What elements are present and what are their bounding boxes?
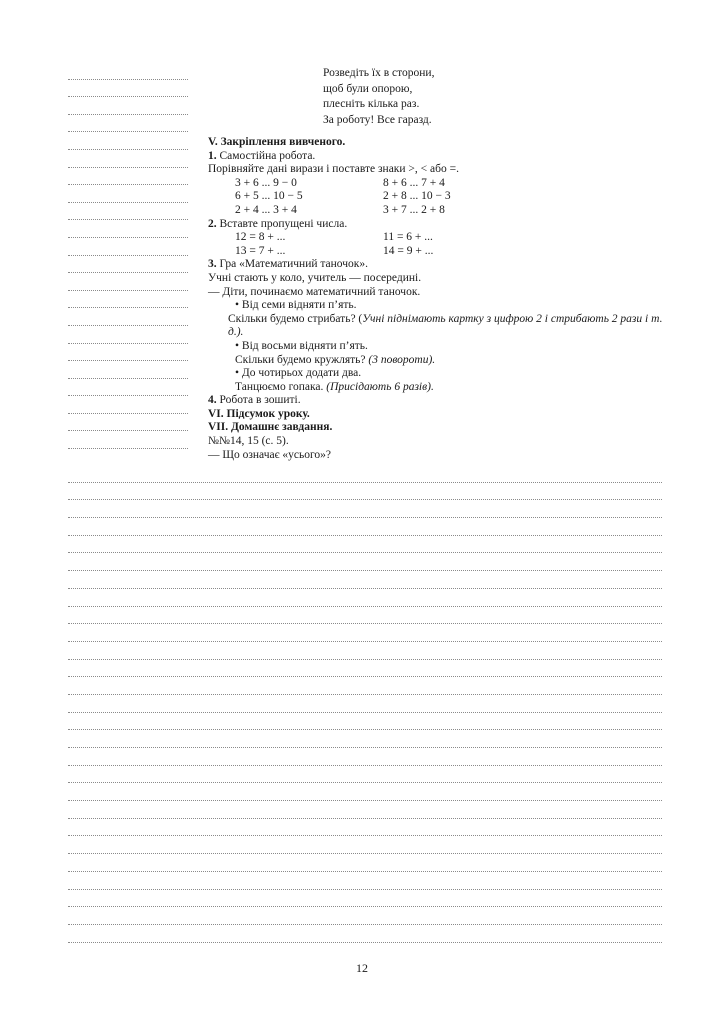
notes-line — [68, 536, 662, 554]
notes-line — [68, 642, 662, 660]
question-note: (Присідають 6 разів). — [326, 380, 434, 393]
notes-line — [68, 890, 662, 908]
margin-line — [68, 115, 188, 133]
question-note: Учні піднімають картку з цифрою 2 і стрибають 2 рази і т. д.). — [228, 312, 663, 339]
margin-line — [68, 273, 188, 291]
task-number: 2. — [208, 217, 217, 230]
poem-line: Розведіть їх в сторони, — [323, 67, 435, 79]
task-number: 3. — [208, 258, 217, 271]
margin-line — [68, 344, 188, 362]
notes-line — [68, 589, 662, 607]
notes-line — [68, 836, 662, 854]
lesson-content — [208, 136, 664, 462]
margin-line — [68, 379, 188, 397]
expression: 8 + 6 ... 7 + 4 — [383, 176, 445, 189]
notes-line — [68, 483, 662, 501]
task-text: Вставте пропущені числа. — [216, 217, 348, 230]
margin-line — [68, 132, 188, 150]
expression: 6 + 5 ... 10 − 5 — [235, 190, 303, 203]
equation-row — [208, 231, 664, 245]
task-number: 4. — [208, 394, 217, 407]
notes-line — [68, 819, 662, 837]
equation: 11 = 6 + ... — [383, 231, 433, 244]
equation-row — [208, 245, 664, 259]
margin-line — [68, 414, 188, 432]
homework-line: №№14, 15 (с. 5). — [208, 435, 289, 448]
bullet-item: • Від семи відняти п’ять. — [235, 299, 357, 312]
expression: 3 + 7 ... 2 + 8 — [383, 203, 445, 216]
section-title-homework: VII. Домашнє завдання. — [208, 421, 333, 434]
notes-line — [68, 907, 662, 925]
question-text: Скільки будемо кружлять? — [235, 353, 369, 366]
margin-line — [68, 308, 188, 326]
question-line — [208, 313, 664, 340]
margin-notes-lines — [68, 62, 188, 449]
notes-line — [68, 624, 662, 642]
text-line: Учні стають у коло, учитель — посередині. — [208, 271, 422, 284]
poem-block — [323, 66, 434, 128]
task-4-heading — [208, 394, 664, 408]
expression: 3 + 6 ... 9 − 0 — [235, 176, 297, 189]
margin-line — [68, 220, 188, 238]
expression: 2 + 4 ... 3 + 4 — [235, 203, 297, 216]
notes-line — [68, 713, 662, 731]
task-text: Самостійна робота. — [216, 149, 316, 162]
equation: 12 = 8 + ... — [235, 231, 286, 244]
expression-row — [208, 204, 664, 218]
poem-line: За роботу! Все гаразд. — [323, 113, 432, 126]
notes-line — [68, 801, 662, 819]
task-text: Гра «Математичний таночок». — [216, 258, 368, 271]
margin-line — [68, 431, 188, 449]
margin-line — [68, 185, 188, 203]
question-note: (3 повороти). — [368, 353, 436, 366]
notes-line — [68, 695, 662, 713]
question-line — [208, 354, 664, 368]
task-text: Робота в зошиті. — [216, 394, 301, 407]
notes-line — [68, 660, 662, 678]
margin-line — [68, 80, 188, 98]
notes-line — [68, 925, 662, 943]
bullet-item: • Від восьми відняти п’ять. — [235, 339, 368, 352]
margin-line — [68, 291, 188, 309]
margin-line — [68, 361, 188, 379]
margin-line — [68, 150, 188, 168]
notes-line — [68, 553, 662, 571]
poem-line: плесніть кілька раз. — [323, 98, 420, 110]
notes-line — [68, 518, 662, 536]
notes-line — [68, 677, 662, 695]
expression-row — [208, 190, 664, 204]
notes-line — [68, 465, 662, 483]
task-1-heading — [208, 150, 664, 164]
margin-line — [68, 326, 188, 344]
notes-line — [68, 748, 662, 766]
notes-line — [68, 500, 662, 518]
notes-line — [68, 571, 662, 589]
poem-line: щоб були опорою, — [323, 82, 413, 95]
homework-question: — Що означає «усього»? — [208, 448, 332, 461]
question-text: Танцюємо гопака. — [235, 380, 327, 393]
task-2-heading — [208, 218, 664, 232]
expression-row — [208, 177, 664, 191]
question-line — [208, 381, 664, 395]
page-number: 12 — [356, 961, 368, 975]
margin-line — [68, 62, 188, 80]
margin-line — [68, 97, 188, 115]
section-title-consolidation: V. Закріплення вивченого. — [208, 136, 346, 148]
margin-line — [68, 168, 188, 186]
notes-lines — [68, 465, 662, 943]
margin-line — [68, 203, 188, 221]
task-1-instruction: Порівняйте дані вирази і поставте знаки >, < або =. — [208, 163, 459, 176]
question-text: Скільки будемо стрибать? ( — [228, 312, 363, 325]
notes-line — [68, 730, 662, 748]
notes-line — [68, 766, 662, 784]
notes-line — [68, 607, 662, 625]
task-3-heading — [208, 258, 664, 272]
section-title-summary: VI. Підсумок уроку. — [208, 407, 310, 420]
notes-line — [68, 854, 662, 872]
equation: 13 = 7 + ... — [235, 244, 286, 257]
expression: 2 + 8 ... 10 − 3 — [383, 190, 451, 203]
equation: 14 = 9 + ... — [383, 244, 434, 257]
margin-line — [68, 396, 188, 414]
margin-line — [68, 238, 188, 256]
bullet-item: • До чотирьох додати два. — [235, 367, 362, 380]
task-number: 1. — [208, 149, 217, 162]
margin-line — [68, 256, 188, 274]
notes-line — [68, 783, 662, 801]
notes-line — [68, 872, 662, 890]
text-line: — Діти, починаємо математичний таночок. — [208, 285, 421, 298]
